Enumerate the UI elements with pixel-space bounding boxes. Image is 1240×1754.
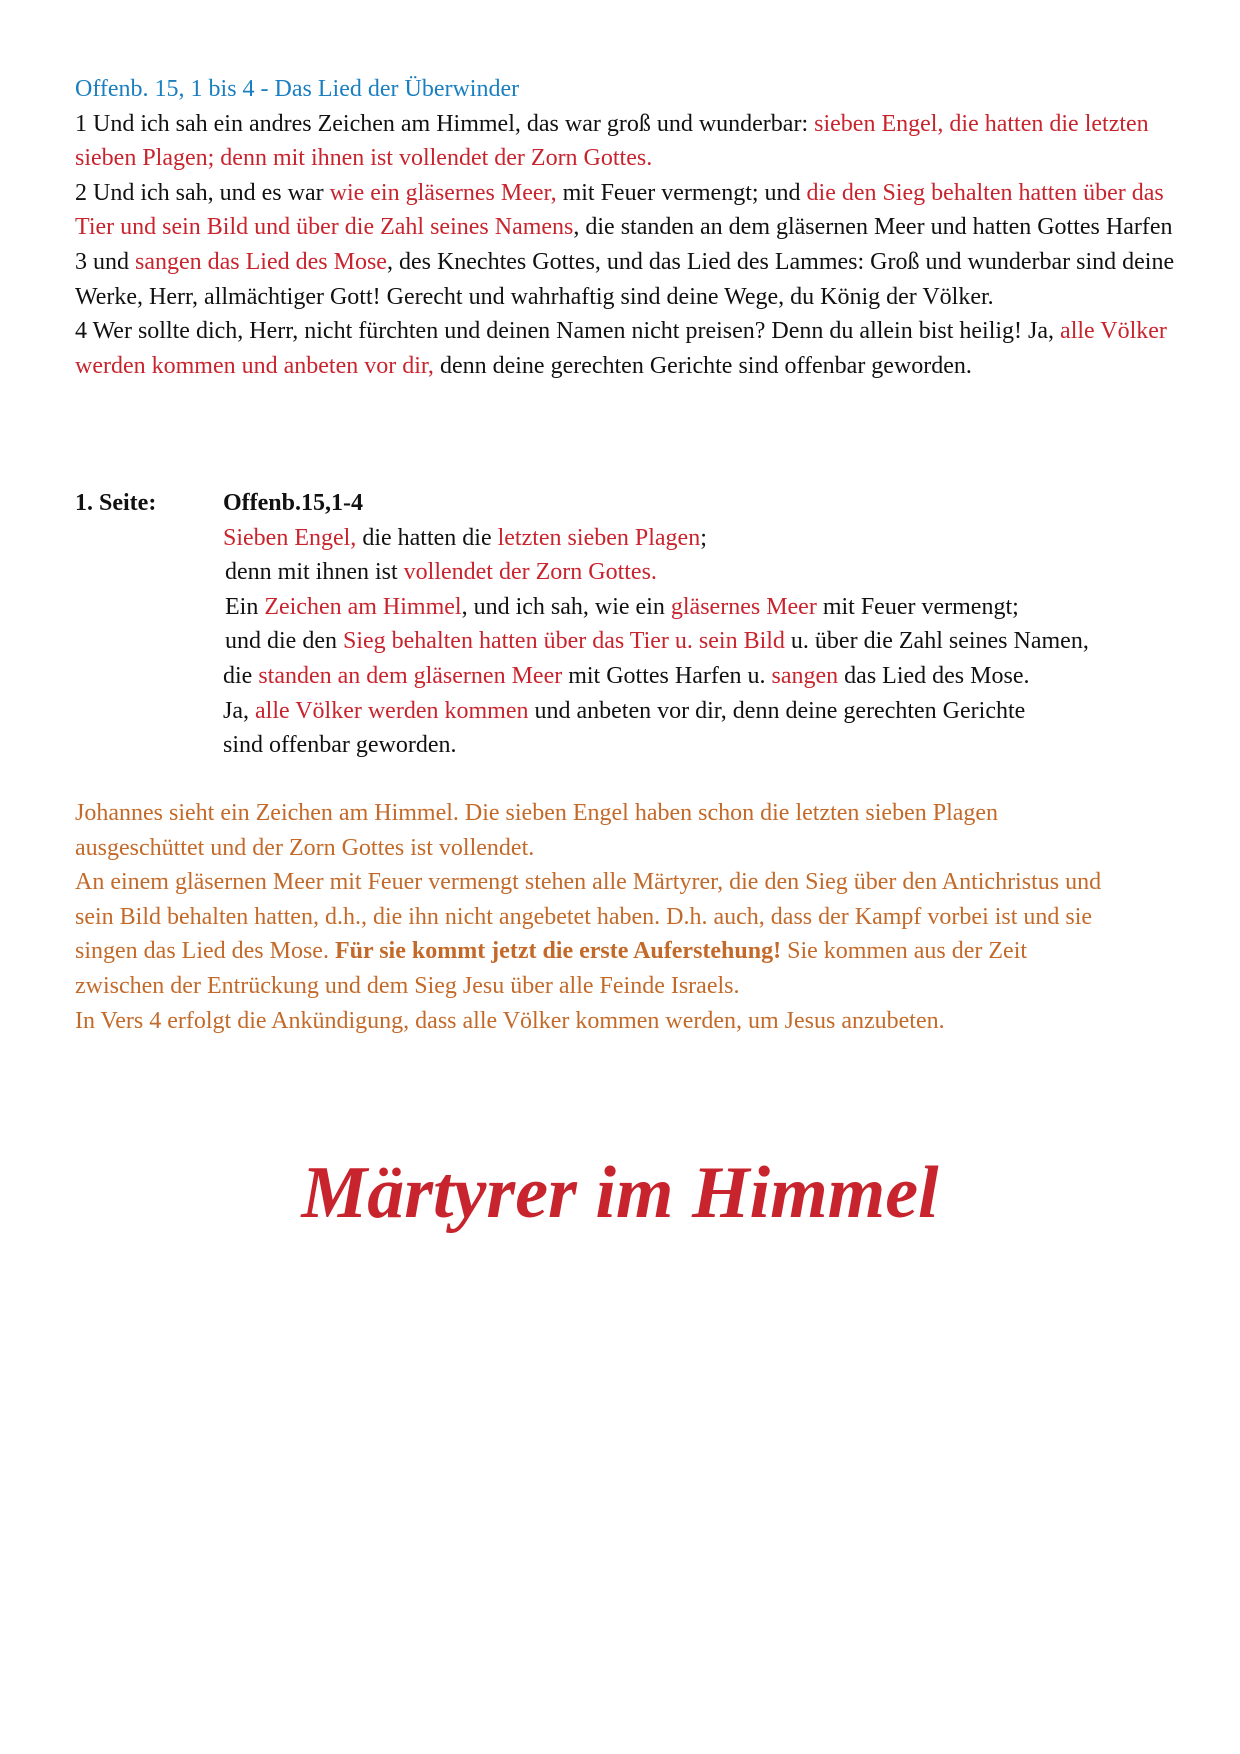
summary-line-3 bbox=[223, 590, 1173, 625]
summary-highlight: letzten sieben Plagen bbox=[497, 524, 701, 551]
summary-text: denn mit ihnen ist bbox=[225, 559, 404, 586]
commentary-line: Johannes sieht ein Zeichen am Himmel. Die sieben Engel haben schon die letzten sieben Plagen bbox=[75, 800, 999, 826]
summary-highlight: Sieg behalten hatten über das Tier u. sein Bild bbox=[342, 628, 785, 655]
summary-highlight: Sieben Engel, bbox=[223, 524, 357, 551]
summary-highlight: vollendet der Zorn Gottes. bbox=[403, 559, 657, 586]
summary-reference: Offenb.15,1-4 bbox=[223, 490, 363, 516]
summary-line-2 bbox=[223, 555, 1173, 590]
summary-text: die hatten die bbox=[356, 524, 498, 551]
verse-1 bbox=[75, 107, 1175, 176]
commentary-line: ausgeschüttet und der Zorn Gottes ist vollendet. bbox=[75, 834, 535, 861]
summary-line-6 bbox=[223, 694, 1173, 729]
summary-line-4 bbox=[223, 624, 1173, 659]
commentary-line: An einem gläsernen Meer mit Feuer vermengt stehen alle Märtyrer, die den Sieg über den Antichristus und bbox=[75, 869, 1102, 896]
summary-text: , und ich sah, wie ein bbox=[461, 593, 671, 620]
verse-3 bbox=[75, 245, 1175, 314]
summary-text: und die den bbox=[225, 628, 343, 655]
summary-content bbox=[223, 486, 1173, 763]
commentary-line: zwischen der Entrückung und dem Sieg Jesu über alle Feinde Israels. bbox=[75, 972, 740, 999]
commentary-line: In Vers 4 erfolgt die Ankündigung, dass alle Völker kommen werden, um Jesus anzubeten. bbox=[75, 1007, 945, 1034]
verse-highlight: sangen das Lied des Mose bbox=[135, 248, 387, 275]
summary-line-5 bbox=[223, 659, 1173, 694]
verse-text: 1 Und ich sah ein andres Zeichen am Himmel, das war groß und wunderbar: bbox=[75, 110, 815, 137]
verse-4 bbox=[75, 314, 1175, 383]
verse-text: , die standen an dem gläsernen Meer und hatten Gottes Harfen bbox=[573, 214, 1173, 241]
scripture-passage bbox=[75, 72, 1175, 383]
summary-text: das Lied des Mose. bbox=[838, 662, 1030, 689]
commentary-line bbox=[75, 934, 1175, 969]
verse-highlight: sieben Engel, die hatten die letzten sieben Plagen; denn mit ihnen ist vollendet der Zorn Gottes. bbox=[75, 110, 1149, 172]
commentary-text: Sie kommen aus der Zeit bbox=[781, 938, 1028, 965]
verse-text: mit Feuer vermengt; und bbox=[556, 179, 807, 206]
summary-highlight: Zeichen am Himmel bbox=[264, 593, 462, 620]
verse-2 bbox=[75, 176, 1175, 245]
summary-highlight: standen an dem gläsernen Meer bbox=[258, 662, 563, 689]
summary-text: Ein bbox=[225, 593, 265, 620]
commentary-line: sein Bild behalten hatten, d.h., die ihn nicht angebetet haben. D.h. auch, dass der Kampf vorbei ist und sie bbox=[75, 903, 1093, 930]
commentary-text: singen das Lied des Mose. bbox=[75, 938, 335, 965]
scripture-title: Offenb. 15, 1 bis 4 - Das Lied der Überwinder bbox=[75, 76, 520, 102]
summary-label: 1. Seite: bbox=[75, 490, 157, 516]
summary-line-1 bbox=[223, 521, 1173, 556]
commentary bbox=[75, 796, 1175, 1038]
summary-highlight: alle Völker werden kommen bbox=[255, 697, 529, 724]
summary-text: die bbox=[223, 662, 259, 689]
headline: Märtyrer im Himmel bbox=[301, 1152, 939, 1234]
summary-highlight: gläsernes Meer bbox=[670, 593, 817, 620]
verse-text: 2 Und ich sah, und es war bbox=[75, 179, 330, 206]
verse-text: , des Knechtes Gottes, und das Lied des Lammes: Groß und wunderbar sind deine Werke, Herr, allmächtiger Gott! Gerecht und wahrhaftig sind deine Wege, du König der Völker. bbox=[75, 248, 1175, 310]
summary-highlight: sangen bbox=[771, 662, 839, 689]
summary-text: und anbeten vor dir, denn deine gerechten Gerichte bbox=[528, 697, 1026, 724]
verse-highlight: wie ein gläsernes Meer, bbox=[329, 179, 557, 206]
verse-text: denn deine gerechten Gerichte sind offenbar geworden. bbox=[433, 352, 972, 379]
summary-line-7: sind offenbar geworden. bbox=[223, 732, 457, 759]
commentary-emphasis: Für sie kommt jetzt die erste Auferstehung! bbox=[334, 938, 782, 965]
summary-text: mit Gottes Harfen u. bbox=[562, 662, 772, 689]
verse-highlight: die den Sieg behalten hatten über das Tier und sein Bild und über die Zahl seines Namens bbox=[75, 179, 1164, 241]
summary-text: u. über die Zahl seines Namen, bbox=[784, 628, 1089, 655]
summary-text: Ja, bbox=[223, 697, 255, 724]
verse-highlight: alle Völker werden kommen und anbeten vor dir, bbox=[75, 318, 1167, 379]
summary-text: ; bbox=[700, 524, 707, 551]
verse-text: 3 und bbox=[75, 248, 135, 275]
summary-text: mit Feuer vermengt; bbox=[816, 593, 1019, 620]
verse-text: 4 Wer sollte dich, Herr, nicht fürchten und deinen Namen nicht preisen? Denn du allein bist heilig! Ja, bbox=[75, 318, 1061, 345]
